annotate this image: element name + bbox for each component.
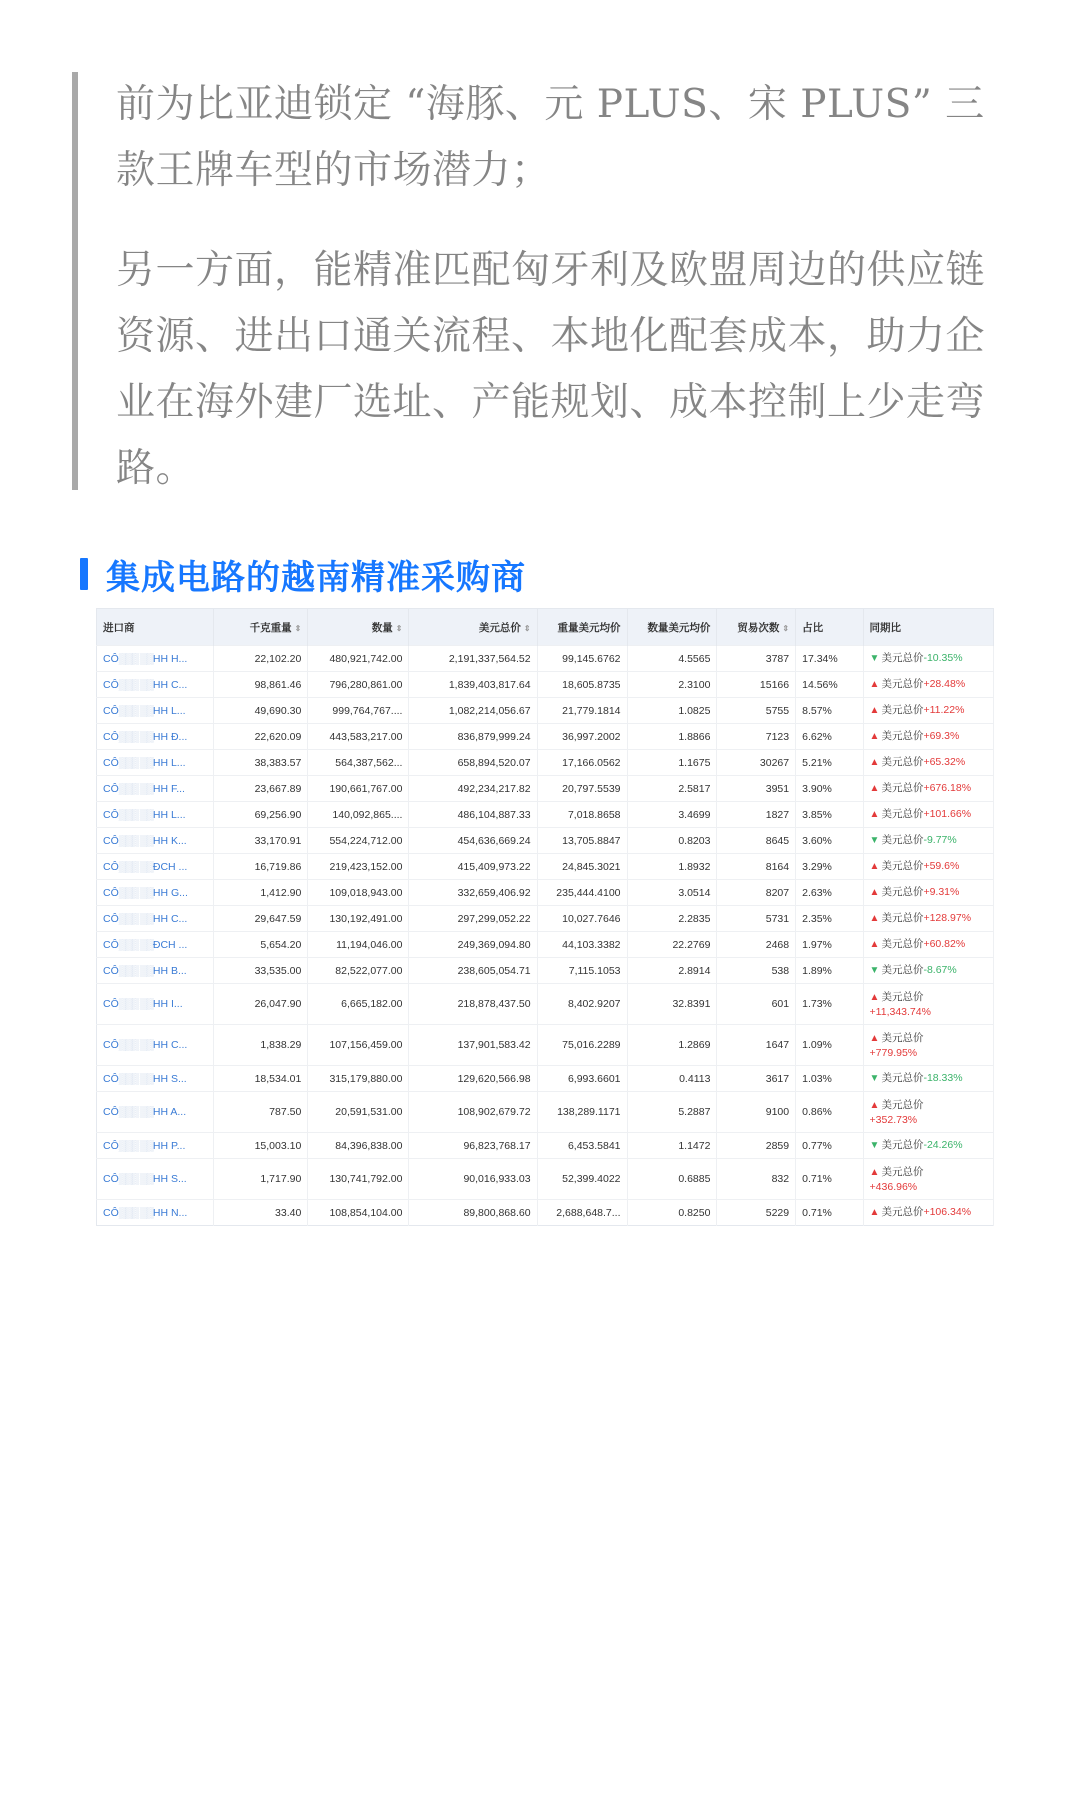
table-row[interactable]: [97, 776, 994, 802]
importer-name[interactable]: CÔ▒▒▒ ▒▒HH I...: [97, 984, 214, 1025]
cell-yoy: [863, 698, 993, 724]
cell-yoy: [863, 724, 993, 750]
cell-trades: 7123: [717, 724, 796, 750]
cell-weight: 33,535.00: [213, 958, 307, 984]
table-row[interactable]: [97, 802, 994, 828]
importer-name[interactable]: CÔ▒▒▒ ▒▒HH L...: [97, 698, 214, 724]
cell-weight-avg: 6,453.5841: [537, 1133, 627, 1159]
yoy-value: -24.26%: [923, 1139, 963, 1151]
cell-share: 3.85%: [796, 802, 863, 828]
cell-weight: 16,719.86: [213, 854, 307, 880]
cell-weight-avg: 6,993.6601: [537, 1066, 627, 1092]
table-row[interactable]: [97, 880, 994, 906]
cell-weight-avg: 17,166.0562: [537, 750, 627, 776]
cell-weight-avg: 8,402.9207: [537, 984, 627, 1025]
importer-name[interactable]: CÔ▒▒▒ ▒▒HH C...: [97, 672, 214, 698]
cell-weight: 33,170.91: [213, 828, 307, 854]
cell-share: 17.34%: [796, 646, 863, 672]
cell-weight-avg: 2,688,648.7...: [537, 1200, 627, 1226]
yoy-label: 美元总价: [881, 1165, 924, 1178]
col-header-usd-total[interactable]: 美元总价 ⇕: [409, 609, 537, 646]
cell-usd-total: 658,894,520.07: [409, 750, 537, 776]
yoy-value: +59.6%: [923, 860, 960, 872]
cell-quantity: 443,583,217.00: [308, 724, 409, 750]
cell-usd-total: 492,234,217.82: [409, 776, 537, 802]
yoy-value: +28.48%: [923, 678, 966, 690]
yoy-value: +65.32%: [923, 756, 966, 768]
yoy-value: +779.95%: [869, 1046, 918, 1059]
trend-up-icon: ▲: [869, 705, 880, 716]
cell-quantity: 107,156,459.00: [308, 1025, 409, 1066]
cell-usd-total: 89,800,868.60: [409, 1200, 537, 1226]
cell-weight-avg: 44,103.3382: [537, 932, 627, 958]
table-row[interactable]: [97, 750, 994, 776]
cell-yoy: [863, 958, 993, 984]
cell-quantity: 315,179,880.00: [308, 1066, 409, 1092]
cell-qty-avg: 1.8932: [627, 854, 717, 880]
trend-up-icon: ▲: [869, 757, 880, 768]
cell-share: 2.63%: [796, 880, 863, 906]
importer-name[interactable]: CÔ▒▒▒ ▒▒HH Đ...: [97, 724, 214, 750]
cell-weight: 29,647.59: [213, 906, 307, 932]
table-body: [97, 646, 994, 1226]
sort-icon[interactable]: ⇕: [395, 623, 403, 633]
cell-trades: 5229: [717, 1200, 796, 1226]
trend-up-icon: ▲: [869, 1166, 880, 1178]
cell-quantity: 564,387,562...: [308, 750, 409, 776]
yoy-value: +436.96%: [869, 1180, 918, 1193]
cell-trades: 8645: [717, 828, 796, 854]
cell-yoy: [863, 906, 993, 932]
importer-name[interactable]: CÔ▒▒▒ ▒▒HH L...: [97, 802, 214, 828]
trend-up-icon: ▲: [869, 1032, 880, 1044]
cell-quantity: 130,741,792.00: [308, 1159, 409, 1200]
cell-qty-avg: 0.8250: [627, 1200, 717, 1226]
cell-yoy: [863, 1159, 993, 1200]
cell-weight: 38,383.57: [213, 750, 307, 776]
yoy-label: 美元总价: [881, 678, 924, 690]
cell-weight: 49,690.30: [213, 698, 307, 724]
col-header-weight[interactable]: 千克重量 ⇕: [213, 609, 307, 646]
cell-trades: 2468: [717, 932, 796, 958]
cell-usd-total: 129,620,566.98: [409, 1066, 537, 1092]
trend-up-icon: ▲: [869, 861, 880, 872]
cell-qty-avg: 2.5817: [627, 776, 717, 802]
cell-qty-avg: 3.0514: [627, 880, 717, 906]
cell-quantity: 999,764,767....: [308, 698, 409, 724]
cell-trades: 8164: [717, 854, 796, 880]
cell-weight: 26,047.90: [213, 984, 307, 1025]
cell-quantity: 20,591,531.00: [308, 1092, 409, 1133]
cell-qty-avg: 5.2887: [627, 1092, 717, 1133]
yoy-label: 美元总价: [881, 1072, 924, 1084]
cell-weight: 1,838.29: [213, 1025, 307, 1066]
table-row[interactable]: [97, 1025, 994, 1066]
cell-quantity: 130,192,491.00: [308, 906, 409, 932]
cell-usd-total: 108,902,679.72: [409, 1092, 537, 1133]
cell-share: 0.86%: [796, 1092, 863, 1133]
buyers-table: [96, 608, 994, 1226]
cell-qty-avg: 32.8391: [627, 984, 717, 1025]
cell-share: 3.60%: [796, 828, 863, 854]
yoy-label: 美元总价: [881, 834, 924, 846]
cell-yoy: [863, 932, 993, 958]
cell-qty-avg: 2.8914: [627, 958, 717, 984]
cell-share: 3.29%: [796, 854, 863, 880]
importer-name[interactable]: CÔ▒▒▒ ▒▒HH H...: [97, 646, 214, 672]
importer-name[interactable]: CÔ▒▒▒ ▒▒HH B...: [97, 958, 214, 984]
cell-usd-total: 249,369,094.80: [409, 932, 537, 958]
trend-up-icon: ▲: [869, 1207, 880, 1218]
yoy-value: +106.34%: [923, 1206, 972, 1218]
trend-down-icon: ▼: [869, 1073, 880, 1084]
cell-trades: 601: [717, 984, 796, 1025]
yoy-value: -9.77%: [923, 834, 957, 846]
cell-share: 6.62%: [796, 724, 863, 750]
yoy-label: 美元总价: [881, 730, 924, 742]
importer-name[interactable]: CÔ▒▒▒ ▒▒HH S...: [97, 1066, 214, 1092]
cell-quantity: 219,423,152.00: [308, 854, 409, 880]
cell-usd-total: 1,839,403,817.64: [409, 672, 537, 698]
cell-quantity: 140,092,865....: [308, 802, 409, 828]
cell-share: 1.73%: [796, 984, 863, 1025]
cell-yoy: [863, 1092, 993, 1133]
cell-yoy: [863, 828, 993, 854]
quote-block: [72, 72, 1008, 490]
cell-trades: 2859: [717, 1133, 796, 1159]
cell-weight: 98,861.46: [213, 672, 307, 698]
cell-weight-avg: 99,145.6762: [537, 646, 627, 672]
cell-yoy: [863, 854, 993, 880]
trend-up-icon: ▲: [869, 991, 880, 1003]
yoy-value: +676.18%: [923, 782, 972, 794]
cell-weight-avg: 138,289.1171: [537, 1092, 627, 1133]
cell-quantity: 190,661,767.00: [308, 776, 409, 802]
cell-weight-avg: 13,705.8847: [537, 828, 627, 854]
cell-usd-total: 96,823,768.17: [409, 1133, 537, 1159]
cell-yoy: [863, 1200, 993, 1226]
trend-down-icon: ▼: [869, 965, 880, 976]
cell-weight-avg: 7,018.8658: [537, 802, 627, 828]
cell-usd-total: 297,299,052.22: [409, 906, 537, 932]
cell-trades: 9100: [717, 1092, 796, 1133]
yoy-label: 美元总价: [881, 1139, 924, 1151]
importer-name[interactable]: CÔ▒▒▒ ▒▒HH P...: [97, 1133, 214, 1159]
cell-share: 14.56%: [796, 672, 863, 698]
cell-qty-avg: 2.2835: [627, 906, 717, 932]
cell-weight: 5,654.20: [213, 932, 307, 958]
cell-qty-avg: 0.6885: [627, 1159, 717, 1200]
col-header-qty-avg[interactable]: 数量美元均价: [627, 609, 717, 646]
yoy-value: -18.33%: [923, 1072, 963, 1084]
cell-trades: 538: [717, 958, 796, 984]
trend-down-icon: ▼: [869, 835, 880, 846]
cell-trades: 30267: [717, 750, 796, 776]
yoy-label: 美元总价: [881, 964, 924, 976]
yoy-label: 美元总价: [881, 1098, 924, 1111]
col-header-importer[interactable]: 进口商: [97, 609, 214, 646]
yoy-label: 美元总价: [881, 704, 924, 716]
cell-qty-avg: 1.1472: [627, 1133, 717, 1159]
cell-weight-avg: 235,444.4100: [537, 880, 627, 906]
title-accent-bar: [80, 558, 88, 590]
yoy-label: 美元总价: [881, 782, 924, 794]
cell-yoy: [863, 776, 993, 802]
cell-quantity: 82,522,077.00: [308, 958, 409, 984]
table-row[interactable]: [97, 958, 994, 984]
cell-trades: 15166: [717, 672, 796, 698]
yoy-label: 美元总价: [881, 860, 924, 872]
yoy-value: +69.3%: [923, 730, 960, 742]
cell-trades: 3787: [717, 646, 796, 672]
cell-trades: 8207: [717, 880, 796, 906]
cell-yoy: [863, 984, 993, 1025]
yoy-label: 美元总价: [881, 912, 924, 924]
sort-icon[interactable]: ⇕: [523, 623, 531, 633]
cell-share: 0.71%: [796, 1200, 863, 1226]
cell-weight: 69,256.90: [213, 802, 307, 828]
sort-icon[interactable]: ⇕: [294, 623, 302, 633]
cell-weight-avg: 20,797.5539: [537, 776, 627, 802]
importer-name[interactable]: CÔ▒▒▒ ▒▒HH K...: [97, 828, 214, 854]
cell-yoy: [863, 1025, 993, 1066]
table-row[interactable]: [97, 906, 994, 932]
cell-trades: 5731: [717, 906, 796, 932]
trend-up-icon: ▲: [869, 1099, 880, 1111]
yoy-value: +11,343.74%: [869, 1005, 931, 1018]
col-header-trades[interactable]: 贸易次数 ⇕: [717, 609, 796, 646]
cell-qty-avg: 4.5565: [627, 646, 717, 672]
cell-yoy: [863, 750, 993, 776]
table-row[interactable]: [97, 828, 994, 854]
table-row[interactable]: [97, 646, 994, 672]
cell-share: 2.35%: [796, 906, 863, 932]
table-header-row: [97, 609, 994, 646]
table-row[interactable]: [97, 1200, 994, 1226]
cell-weight-avg: 24,845.3021: [537, 854, 627, 880]
paragraph-2: 另一方面，能精准匹配匈牙利及欧盟周边的供应链资源、进出口通关流程、本地化配套成本，助力企业在海外建厂选址、产能规划、成本控制上少走弯路。: [116, 248, 986, 491]
cell-weight: 15,003.10: [213, 1133, 307, 1159]
importer-name[interactable]: CÔ▒▒▒ ▒▒HH C...: [97, 906, 214, 932]
cell-usd-total: 454,636,669.24: [409, 828, 537, 854]
cell-quantity: 6,665,182.00: [308, 984, 409, 1025]
table-row[interactable]: [97, 854, 994, 880]
cell-qty-avg: 2.3100: [627, 672, 717, 698]
cell-weight-avg: 52,399.4022: [537, 1159, 627, 1200]
yoy-value: +352.73%: [869, 1113, 918, 1126]
cell-qty-avg: 22.2769: [627, 932, 717, 958]
cell-share: 0.77%: [796, 1133, 863, 1159]
table-title: [80, 548, 1002, 600]
cell-quantity: 109,018,943.00: [308, 880, 409, 906]
importer-name[interactable]: CÔ▒▒▒ ▒▒HH S...: [97, 1159, 214, 1200]
cell-yoy: [863, 1066, 993, 1092]
yoy-value: -8.67%: [923, 964, 957, 976]
trend-up-icon: ▲: [869, 887, 880, 898]
cell-weight: 1,412.90: [213, 880, 307, 906]
cell-quantity: 796,280,861.00: [308, 672, 409, 698]
yoy-label: 美元总价: [881, 1206, 924, 1218]
cell-yoy: [863, 880, 993, 906]
cell-weight: 22,620.09: [213, 724, 307, 750]
yoy-value: +60.82%: [923, 938, 966, 950]
importer-name[interactable]: CÔ▒▒▒ ▒▒HH G...: [97, 880, 214, 906]
table-row[interactable]: [97, 1066, 994, 1092]
cell-qty-avg: 1.8866: [627, 724, 717, 750]
cell-share: 1.89%: [796, 958, 863, 984]
paragraph-1: 前为比亚迪锁定 “海豚、元 PLUS、宋 PLUS” 三款王牌车型的市场潜力；: [116, 82, 985, 193]
yoy-value: -10.35%: [923, 652, 963, 664]
table-title-text: 集成电路的越南精准采购商: [106, 557, 526, 598]
table-row[interactable]: [97, 1133, 994, 1159]
yoy-value: +11.22%: [923, 704, 965, 716]
yoy-label: 美元总价: [881, 1031, 924, 1044]
yoy-label: 美元总价: [881, 886, 924, 898]
cell-yoy: [863, 802, 993, 828]
importer-name[interactable]: CÔ▒▒▒ ▒▒HH N...: [97, 1200, 214, 1226]
cell-share: 1.03%: [796, 1066, 863, 1092]
col-header-share[interactable]: 占比: [796, 609, 863, 646]
col-header-weight-avg[interactable]: 重量美元均价: [537, 609, 627, 646]
cell-quantity: 108,854,104.00: [308, 1200, 409, 1226]
cell-usd-total: 836,879,999.24: [409, 724, 537, 750]
cell-trades: 5755: [717, 698, 796, 724]
yoy-label: 美元总价: [881, 652, 924, 664]
cell-weight: 22,102.20: [213, 646, 307, 672]
table-row[interactable]: [97, 1159, 994, 1200]
table-row[interactable]: [97, 932, 994, 958]
table-row[interactable]: [97, 984, 994, 1025]
sort-icon[interactable]: ⇕: [782, 623, 790, 633]
cell-weight: 18,534.01: [213, 1066, 307, 1092]
importer-name[interactable]: CÔ▒▒▒ ▒▒HH L...: [97, 750, 214, 776]
cell-weight: 33.40: [213, 1200, 307, 1226]
cell-usd-total: 486,104,887.33: [409, 802, 537, 828]
cell-usd-total: 137,901,583.42: [409, 1025, 537, 1066]
cell-weight-avg: 18,605.8735: [537, 672, 627, 698]
cell-share: 0.71%: [796, 1159, 863, 1200]
cell-yoy: [863, 646, 993, 672]
trend-up-icon: ▲: [869, 913, 880, 924]
yoy-value: +101.66%: [923, 808, 972, 820]
cell-weight: 23,667.89: [213, 776, 307, 802]
cell-weight: 787.50: [213, 1092, 307, 1133]
cell-share: 8.57%: [796, 698, 863, 724]
importer-name[interactable]: CÔ▒▒▒ ▒▒HH A...: [97, 1092, 214, 1133]
cell-qty-avg: 1.1675: [627, 750, 717, 776]
cell-yoy: [863, 672, 993, 698]
cell-share: 5.21%: [796, 750, 863, 776]
trend-up-icon: ▲: [869, 783, 880, 794]
table-row[interactable]: [97, 698, 994, 724]
trend-down-icon: ▼: [869, 1140, 880, 1151]
cell-share: 1.97%: [796, 932, 863, 958]
yoy-label: 美元总价: [881, 756, 924, 768]
cell-share: 3.90%: [796, 776, 863, 802]
cell-weight-avg: 10,027.7646: [537, 906, 627, 932]
cell-usd-total: 415,409,973.22: [409, 854, 537, 880]
cell-quantity: 11,194,046.00: [308, 932, 409, 958]
cell-usd-total: 1,082,214,056.67: [409, 698, 537, 724]
cell-trades: 3951: [717, 776, 796, 802]
cell-quantity: 554,224,712.00: [308, 828, 409, 854]
cell-usd-total: 218,878,437.50: [409, 984, 537, 1025]
table-row[interactable]: [97, 672, 994, 698]
cell-weight-avg: 21,779.1814: [537, 698, 627, 724]
table-row[interactable]: [97, 1092, 994, 1133]
trend-down-icon: ▼: [869, 653, 880, 664]
cell-trades: 1647: [717, 1025, 796, 1066]
yoy-label: 美元总价: [881, 990, 924, 1003]
cell-weight-avg: 36,997.2002: [537, 724, 627, 750]
cell-trades: 3617: [717, 1066, 796, 1092]
cell-usd-total: 238,605,054.71: [409, 958, 537, 984]
cell-weight-avg: 7,115.1053: [537, 958, 627, 984]
yoy-value: +9.31%: [923, 886, 960, 898]
importer-name[interactable]: CÔ▒▒▒ ▒▒HH F...: [97, 776, 214, 802]
cell-qty-avg: 0.4113: [627, 1066, 717, 1092]
cell-usd-total: 90,016,933.03: [409, 1159, 537, 1200]
yoy-label: 美元总价: [881, 938, 924, 950]
yoy-label: 美元总价: [881, 808, 924, 820]
table-row[interactable]: [97, 724, 994, 750]
cell-qty-avg: 0.8203: [627, 828, 717, 854]
trend-up-icon: ▲: [869, 939, 880, 950]
cell-quantity: 84,396,838.00: [308, 1133, 409, 1159]
importer-name[interactable]: CÔ▒▒▒ ▒▒ĐCH ...: [97, 854, 214, 880]
cell-share: 1.09%: [796, 1025, 863, 1066]
cell-weight: 1,717.90: [213, 1159, 307, 1200]
cell-yoy: [863, 1133, 993, 1159]
cell-quantity: 480,921,742.00: [308, 646, 409, 672]
importer-name[interactable]: CÔ▒▒▒ ▒▒ĐCH ...: [97, 932, 214, 958]
trend-up-icon: ▲: [869, 731, 880, 742]
yoy-value: +128.97%: [923, 912, 972, 924]
cell-usd-total: 332,659,406.92: [409, 880, 537, 906]
col-header-quantity[interactable]: 数量 ⇕: [308, 609, 409, 646]
importer-name[interactable]: CÔ▒▒▒ ▒▒HH C...: [97, 1025, 214, 1066]
trend-up-icon: ▲: [869, 679, 880, 690]
col-header-yoy[interactable]: 同期比: [863, 609, 993, 646]
buyers-table-section: [80, 548, 1002, 1226]
cell-trades: 832: [717, 1159, 796, 1200]
cell-qty-avg: 1.0825: [627, 698, 717, 724]
cell-qty-avg: 3.4699: [627, 802, 717, 828]
trend-up-icon: ▲: [869, 809, 880, 820]
cell-trades: 1827: [717, 802, 796, 828]
cell-weight-avg: 75,016.2289: [537, 1025, 627, 1066]
cell-usd-total: 2,191,337,564.52: [409, 646, 537, 672]
cell-qty-avg: 1.2869: [627, 1025, 717, 1066]
